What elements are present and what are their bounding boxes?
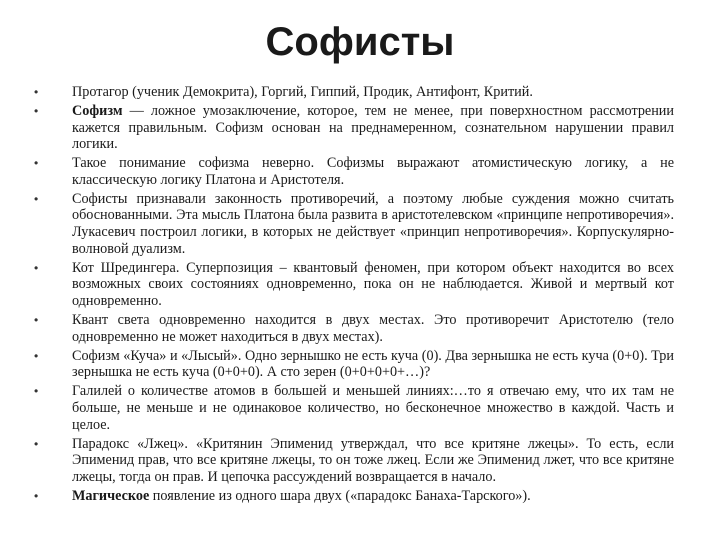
- bullet-item: [34, 488, 674, 505]
- bullet-item: [34, 191, 674, 258]
- bullet-text: появление из одного шара двух («парадокс Банаха-Тарского»).: [149, 487, 531, 504]
- bullet-item: [34, 436, 674, 486]
- bullet-item: [34, 348, 674, 381]
- bullet-icon: •: [34, 384, 39, 399]
- bullet-icon: •: [34, 85, 39, 99]
- bullet-text: Парадокс «Лжец». «Критянин Эпименид утверждал, что все критяне лжецы». То есть, если Эпименид прав, что все критяне лжецы, то он тоже лжец. Если же Эпименид лжет, что все критяне лжецы, тогда он прав. И цепочка рассуждений возвращается в начало.: [72, 435, 674, 485]
- bullet-text: Квант света одновременно находится в двух местах. Это противоречит Аристотелю (тело одновременно не может находиться в двух местах).: [72, 312, 674, 345]
- bullet-text: — ложное умозаключение, которое, тем не менее, при поверхностном рассмотрении кажется правильным. Софизм основан на преднамеренном, сознательном нарушении правил логики.: [72, 102, 674, 153]
- bullet-icon: •: [34, 191, 39, 206]
- bullet-item: [34, 103, 674, 153]
- bullet-text: Софисты признавали законность противоречий, а поэтому любые суждения можно считать обоснованными. Эта мысль Платона была развита в аристотелевском «принципе непротиворечия». Лукасевич построил логики, в которых не действует «принцип непротиворечия». Корпускулярно-волновой дуализм.: [72, 190, 674, 257]
- bullet-icon: •: [34, 103, 39, 118]
- bullet-text: Галилей о количестве атомов в большей и меньшей линиях:…то я отвечаю ему, что их там не больше, не меньше и не одинаковое количество, но бесконечное множество в каждой. Часть и целое.: [72, 383, 674, 433]
- bullet-item: [34, 312, 674, 345]
- bullet-icon: •: [34, 313, 39, 328]
- bullet-icon: •: [34, 260, 39, 275]
- bullet-item: [34, 84, 674, 101]
- bullet-item: [34, 155, 674, 188]
- bullet-text: Кот Шредингера. Суперпозиция – квантовый феномен, при котором объект находится во всех возможных своих состояниях одновременно, пока он не наблюдается. Живой и мертвый кот одновременно.: [72, 259, 674, 310]
- bullet-list: [34, 84, 674, 507]
- bullet-icon: •: [34, 348, 39, 363]
- bullet-lead-term: Магическое: [72, 487, 150, 504]
- bullet-icon: •: [34, 156, 39, 171]
- slide-title: Софисты: [265, 20, 455, 64]
- bullet-icon: •: [34, 488, 39, 503]
- bullet-lead-term: Софизм: [72, 102, 123, 119]
- bullet-item: [34, 260, 674, 310]
- bullet-item: [34, 383, 674, 433]
- bullet-text: Софизм «Куча» и «Лысый». Одно зернышко не есть куча (0). Два зернышка не есть куча (0+0). Три зернышка не есть куча (0+0+0). А сто зерен (0+0+0+0+…)?: [72, 347, 674, 381]
- bullet-text: Протагор (ученик Демокрита), Горгий, Гиппий, Продик, Антифонт, Критий.: [72, 84, 533, 100]
- bullet-icon: •: [34, 436, 39, 451]
- bullet-text: Такое понимание софизма неверно. Софизмы выражают атомистическую логику, а не классическую логику Платона и Аристотеля.: [72, 155, 674, 188]
